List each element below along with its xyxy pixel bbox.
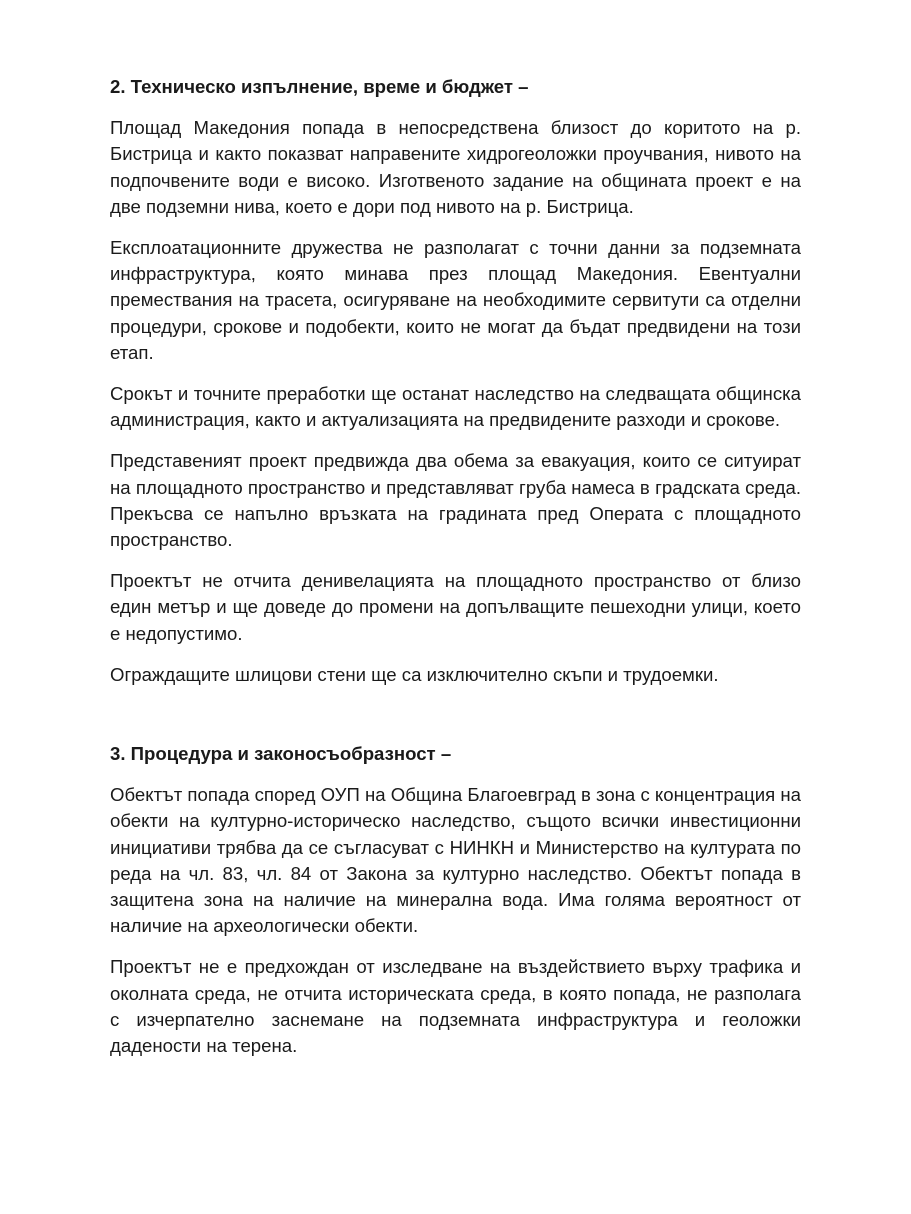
paragraph: Площад Македония попада в непосредствена близост до коритото на р. Бистрица и както показват направените хидрогеоложки проучвания, нивото на подпочвените води е високо. Изготвеното задание на общината проект е на две подземни нива, което е дори под нивото на р. Бистрица. <box>110 117 801 217</box>
paragraph: Представеният проект предвижда два обема за евакуация, които се ситуират на площадното пространство и представляват груба намеса в градската среда. Прекъсва се напълно връзката на градината пред Операта с площадното пространство. <box>110 450 801 551</box>
paragraph: Проектът не отчита денивелацията на площадното пространство от близо един метър и ще доведе до промени на допълващите пешеходни улици, което е недопустимо. <box>110 570 801 644</box>
paragraph: Проектът не е предхождан от изследване на въздействието върху трафика и околната среда, не отчита историческата среда, в която попада, не разполага с изчерпателно заснемане на подземната инфраструктура и геоложки дадености на терена. <box>110 956 801 1057</box>
paragraph: Експлоатационните дружества не разполагат с точни данни за подземната инфраструктура, която минава през площад Македония. Евентуални премествания на трасета, осигуряване на необходимите сервитути са отделни процедури, срокове и подобекти, които не могат да бъдат предвидени на този етап. <box>110 237 801 363</box>
section-technical-execution <box>110 74 801 688</box>
document-page <box>110 74 801 1074</box>
section-heading: 2. Техническо изпълнение, време и бюджет – <box>110 76 529 97</box>
section-spacer <box>110 703 801 741</box>
paragraph: Обектът попада според ОУП на Община Благоевград в зона с концентрация на обекти на културно-историческо наследство, същото всички инвестиционни инициативи трябва да се съгласуват с НИНКН и Министерство на културата по реда на чл. 83, чл. 84 от Закона за културно наследство. Обектът попада в защитена зона на наличие на минерална вода. Има голяма вероятност от наличие на археологически обекти. <box>110 784 801 937</box>
section-procedure-legality <box>110 741 801 1059</box>
section-heading: 3. Процедура и законосъобразност – <box>110 743 452 765</box>
paragraph: Срокът и точните преработки ще останат наследство на следващата общинска администрация, както и актуализацията на предвидените разходи и срокове. <box>110 383 801 431</box>
paragraph: Ограждащите шлицови стени ще са изключително скъпи и трудоемки. <box>110 663 719 685</box>
